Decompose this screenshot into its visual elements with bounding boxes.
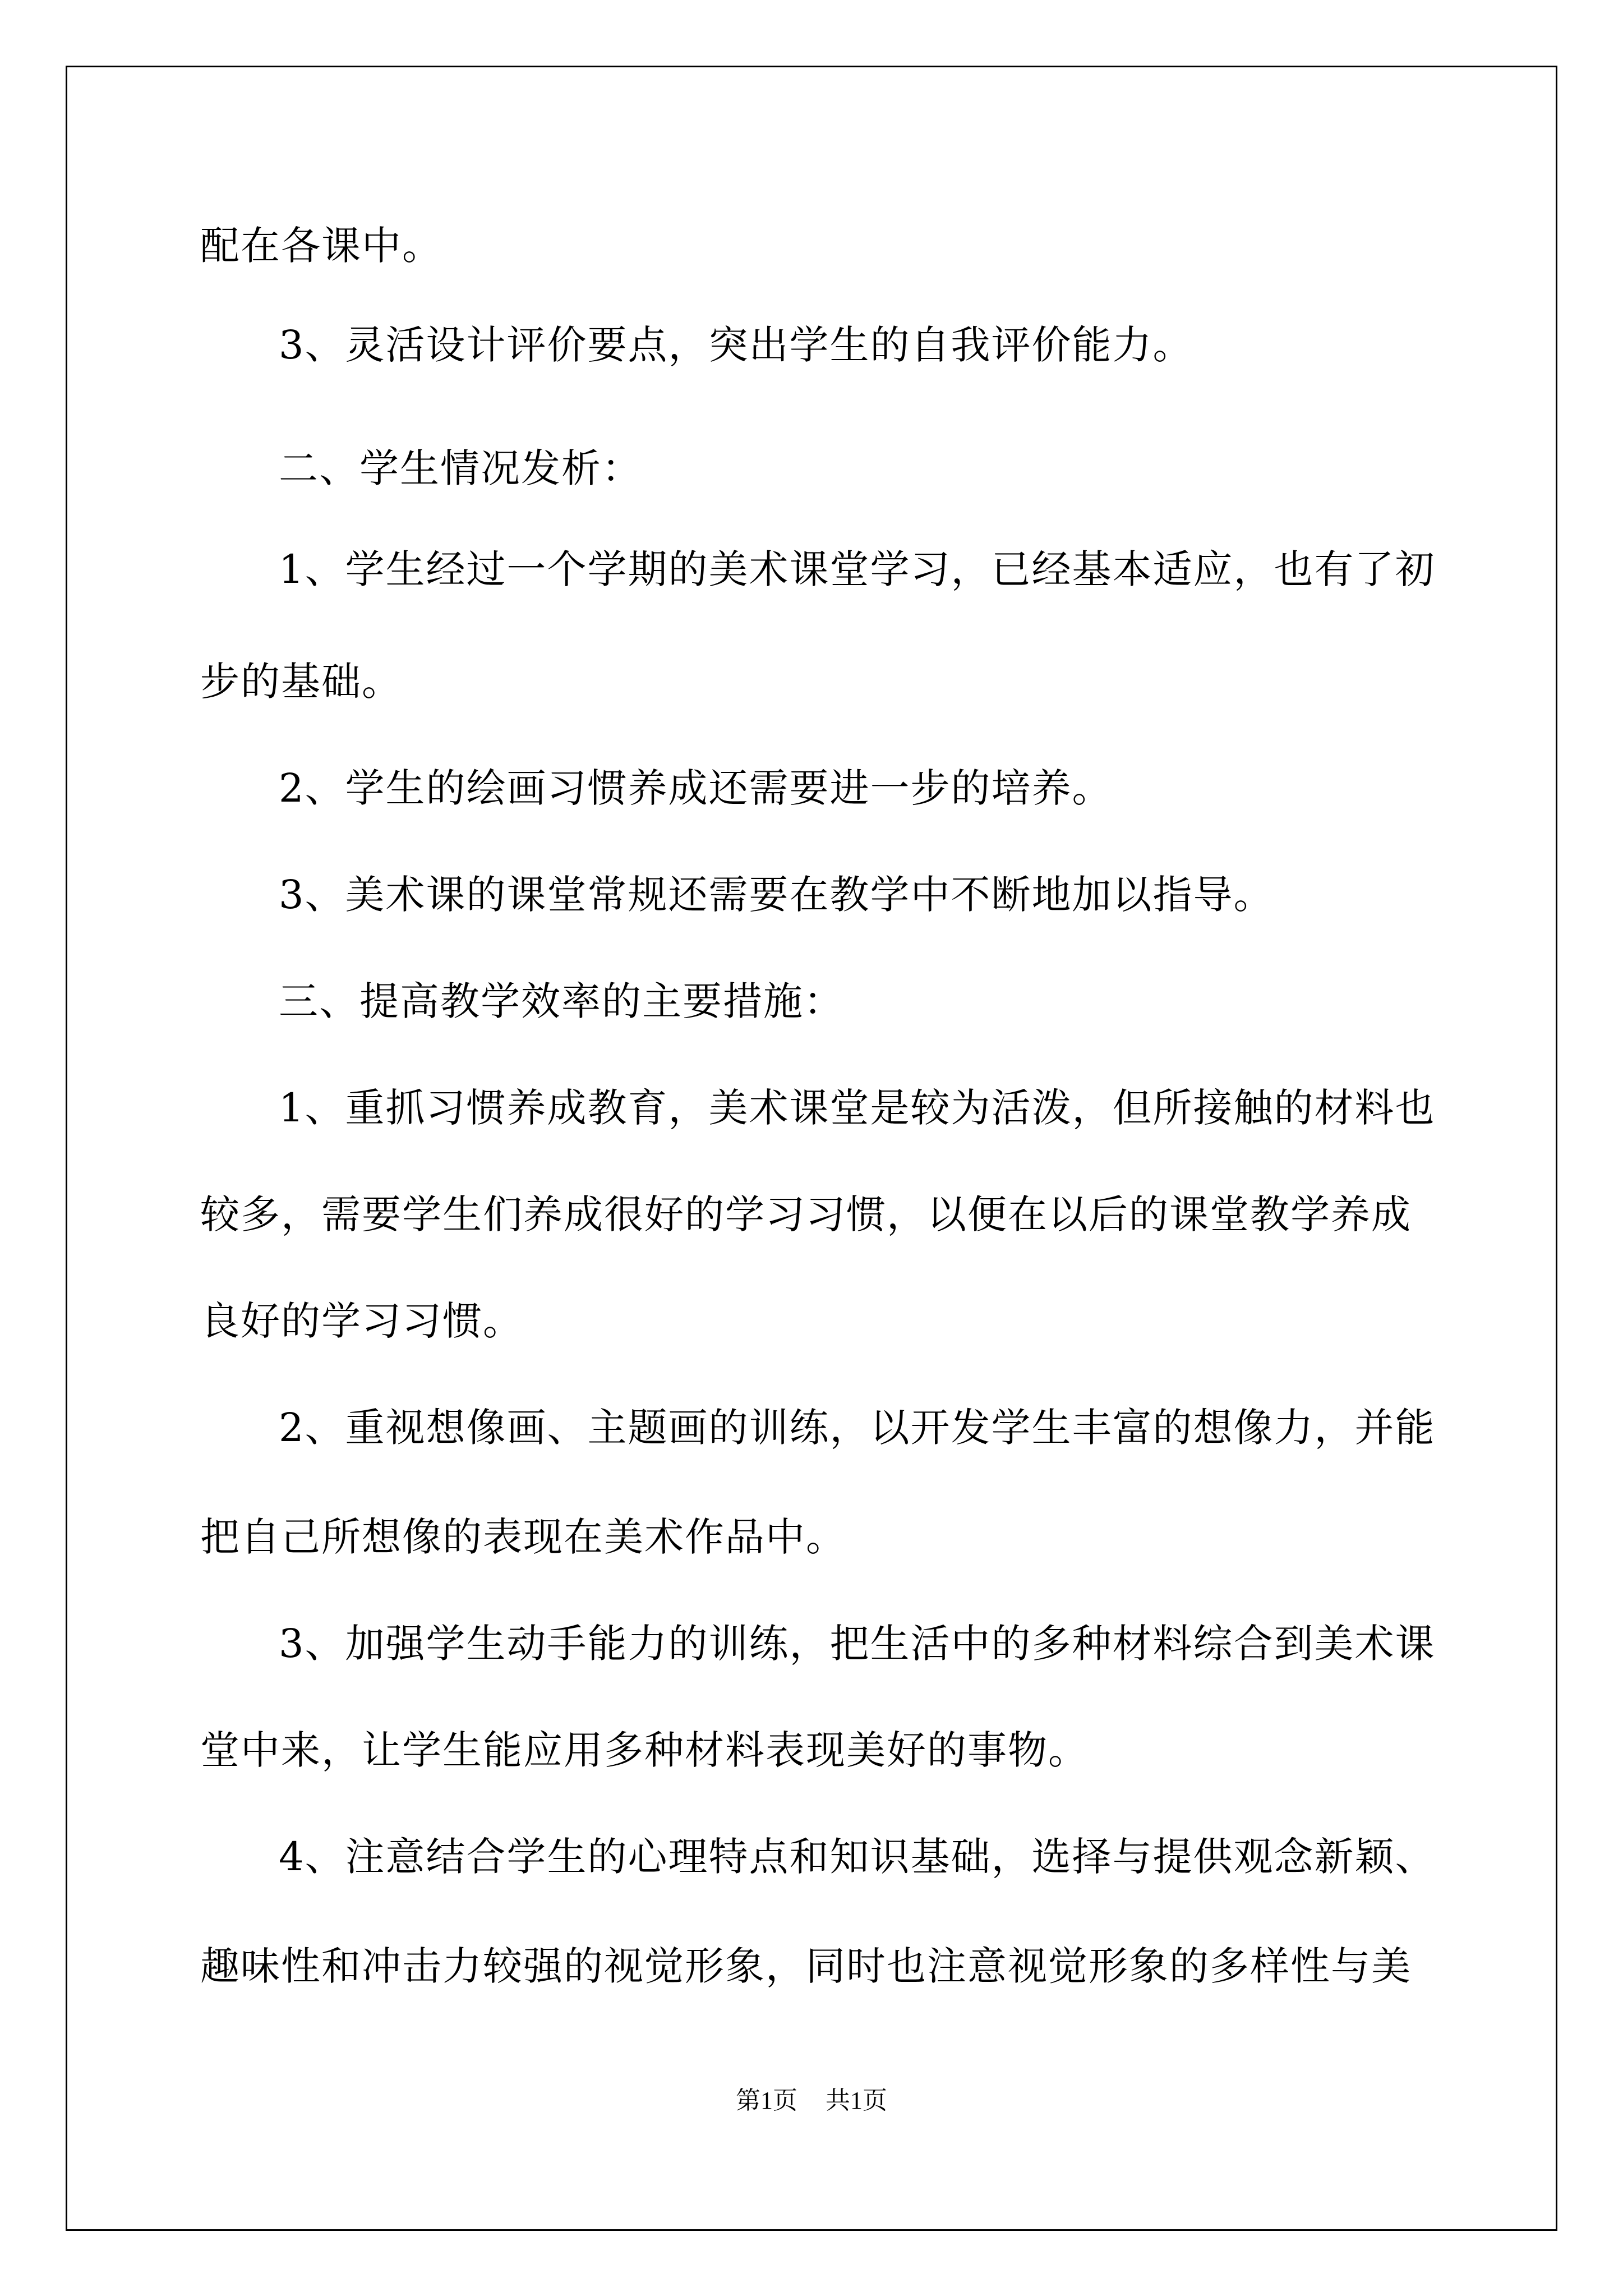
text-line: 3、美术课的课堂常规还需要在教学中不断地加以指导。 [279,872,1274,918]
page-number: 第1页 [736,2087,797,2114]
page-total: 共1页 [826,2087,887,2114]
text-line: 1、重抓习惯养成教育，美术课堂是较为活泼，但所接触的材料也 [279,1085,1436,1131]
text-line: 1、学生经过一个学期的美术课堂学习，已经基本适应，也有了初 [279,546,1436,592]
page-footer [0,2084,1623,2118]
text-line: 2、重视想像画、主题画的训练，以开发学生丰富的想像力，并能 [279,1405,1436,1451]
text-line: 配在各课中。 [200,223,442,269]
section-heading: 三、提高教学效率的主要措施： [279,978,844,1024]
text-line: 良好的学习习惯。 [200,1298,523,1344]
document-body [200,0,1456,2076]
text-line: 堂中来，让学生能应用多种材料表现美好的事物。 [200,1727,1089,1773]
text-line: 趣味性和冲击力较强的视觉形象，同时也注意视觉形象的多样性与美 [200,1943,1412,1989]
text-line: 步的基础。 [200,659,402,705]
text-line: 2、学生的绘画习惯养成还需要进一步的培养。 [279,765,1113,811]
section-heading: 二、学生情况发析： [279,445,642,491]
text-line: 3、加强学生动手能力的训练，把生活中的多种材料综合到美术课 [279,1621,1436,1667]
text-line: 4、注意结合学生的心理特点和知识基础，选择与提供观念新颖、 [279,1834,1436,1880]
text-line: 3、灵活设计评价要点，突出学生的自我评价能力。 [279,322,1193,368]
text-line: 较多，需要学生们养成很好的学习习惯，以便在以后的课堂教学养成 [200,1191,1412,1237]
text-line: 把自己所想像的表现在美术作品中。 [200,1514,846,1560]
